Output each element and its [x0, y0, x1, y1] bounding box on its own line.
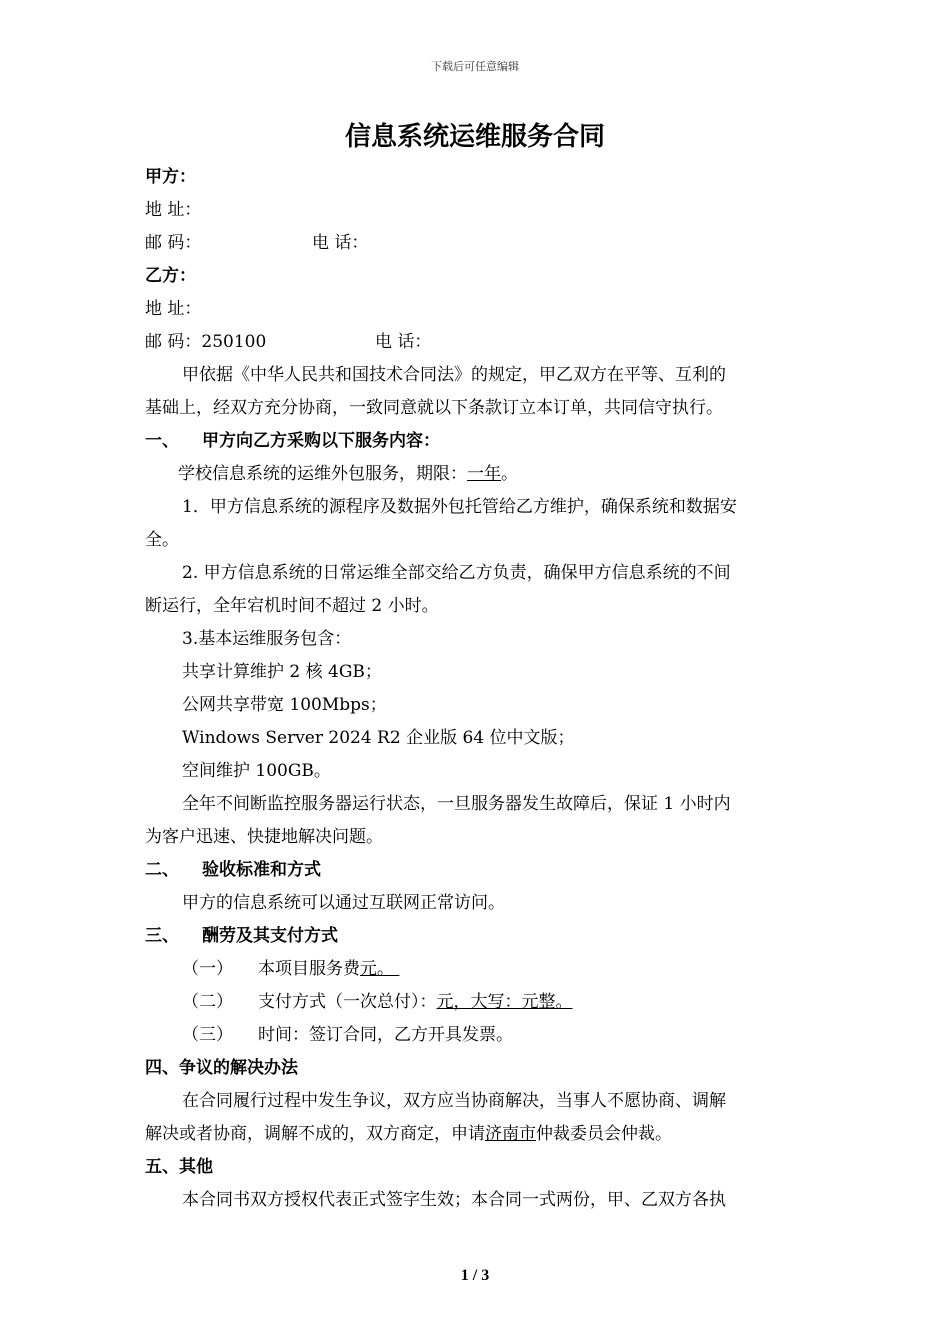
party-a-heading: 甲方：: [145, 167, 196, 187]
party-b-postcode: 邮 码：250100: [145, 332, 267, 352]
monitor-line-1: 全年不间断监控服务器运行状态，一旦服务器发生故障后，保证 1 小时内: [182, 794, 731, 814]
party-b-address: 地 址：: [145, 299, 202, 319]
section-4-line-2-suffix: 仲裁委员会仲裁。: [536, 1124, 672, 1144]
item-2-line-2: 断运行，全年宕机时间不超过 2 小时。: [145, 596, 439, 616]
monitor-line-2: 为客户迅速、快捷地解决问题。: [145, 827, 383, 847]
intro-line-1: 甲依据《中华人民共和国技术合同法》的规定，甲乙双方在平等、互利的: [182, 365, 726, 385]
payment-item-2-number: （二）: [182, 992, 233, 1012]
spec-bandwidth: 公网共享带宽 100Mbps；: [182, 695, 387, 715]
service-term: 一年: [467, 464, 501, 484]
payment-item-2: [258, 991, 573, 1013]
payment-item-3-text: 时间：签订合同，乙方开具发票。: [258, 1025, 513, 1045]
current-page: 1: [460, 1267, 469, 1284]
section-3-number: 三、: [145, 926, 179, 946]
item-1-line-1: 1．甲方信息系统的源程序及数据外包托管给乙方维护，确保系统和数据安: [182, 497, 737, 517]
item-1-line-2: 全。: [145, 530, 179, 550]
spec-os: Windows Server 2024 R2 企业版 64 位中文版；: [182, 728, 575, 748]
spec-storage: 空间维护 100GB。: [182, 761, 331, 781]
page-number: [0, 1267, 950, 1285]
payment-item-1: [258, 958, 408, 980]
service-line: [178, 463, 518, 485]
payment-item-3-number: （三）: [182, 1025, 233, 1045]
service-suffix: 。: [501, 464, 518, 484]
page-separator: /: [468, 1267, 482, 1284]
payment-item-1-text: 本项目服务费: [258, 959, 360, 979]
section-4-line-2: [145, 1123, 672, 1145]
party-a-phone: 电 话：: [312, 233, 369, 253]
party-b-heading: 乙方：: [145, 266, 196, 286]
item-3: 3.基本运维服务包含：: [182, 629, 352, 649]
payment-item-1-amount: 元。: [360, 959, 394, 979]
intro-line-2: 基础上，经双方充分协商，一致同意就以下条款订立本订单，共同信守执行。: [145, 398, 723, 418]
section-5-text: 本合同书双方授权代表正式签字生效；本合同一式两份，甲、乙双方各执: [182, 1190, 726, 1210]
page-header: 下载后可任意编辑: [431, 60, 519, 73]
section-3-title: 酬劳及其支付方式: [202, 926, 338, 946]
section-4-line-2-prefix: 解决或者协商，调解不成的，双方商定，申请: [145, 1124, 485, 1144]
payment-item-1-blank: [394, 958, 408, 980]
service-prefix: 学校信息系统的运维外包服务，期限：: [178, 464, 467, 484]
section-2-number: 二、: [145, 860, 179, 880]
spec-compute: 共享计算维护 2 核 4GB；: [182, 662, 382, 682]
section-1-title: 甲方向乙方采购以下服务内容：: [202, 431, 440, 451]
section-4-title: 四、争议的解决办法: [145, 1058, 298, 1078]
document-title: 信息系统运维服务合同: [344, 122, 605, 152]
party-b-phone: 电 话：: [375, 332, 432, 352]
payment-item-2-amount: 元，大写：元整。: [436, 992, 573, 1012]
section-5-title: 五、其他: [145, 1157, 213, 1177]
payment-item-1-number: （一）: [182, 959, 233, 979]
party-a-address: 地 址：: [145, 200, 202, 220]
section-4-line-1: 在合同履行过程中发生争议，双方应当协商解决，当事人不愿协商、调解: [182, 1091, 726, 1111]
section-2-text: 甲方的信息系统可以通过互联网正常访问。: [182, 893, 505, 913]
total-pages: 3: [481, 1267, 490, 1284]
item-2-line-1: 2. 甲方信息系统的日常运维全部交给乙方负责，确保甲方信息系统的不间: [182, 563, 731, 583]
arbitration-city: 济南市: [485, 1124, 536, 1144]
payment-item-2-text: 支付方式（一次总付）：: [258, 992, 437, 1012]
section-2-title: 验收标准和方式: [202, 860, 321, 880]
section-1-number: 一、: [145, 431, 179, 451]
party-a-postcode: 邮 码：: [145, 233, 202, 253]
